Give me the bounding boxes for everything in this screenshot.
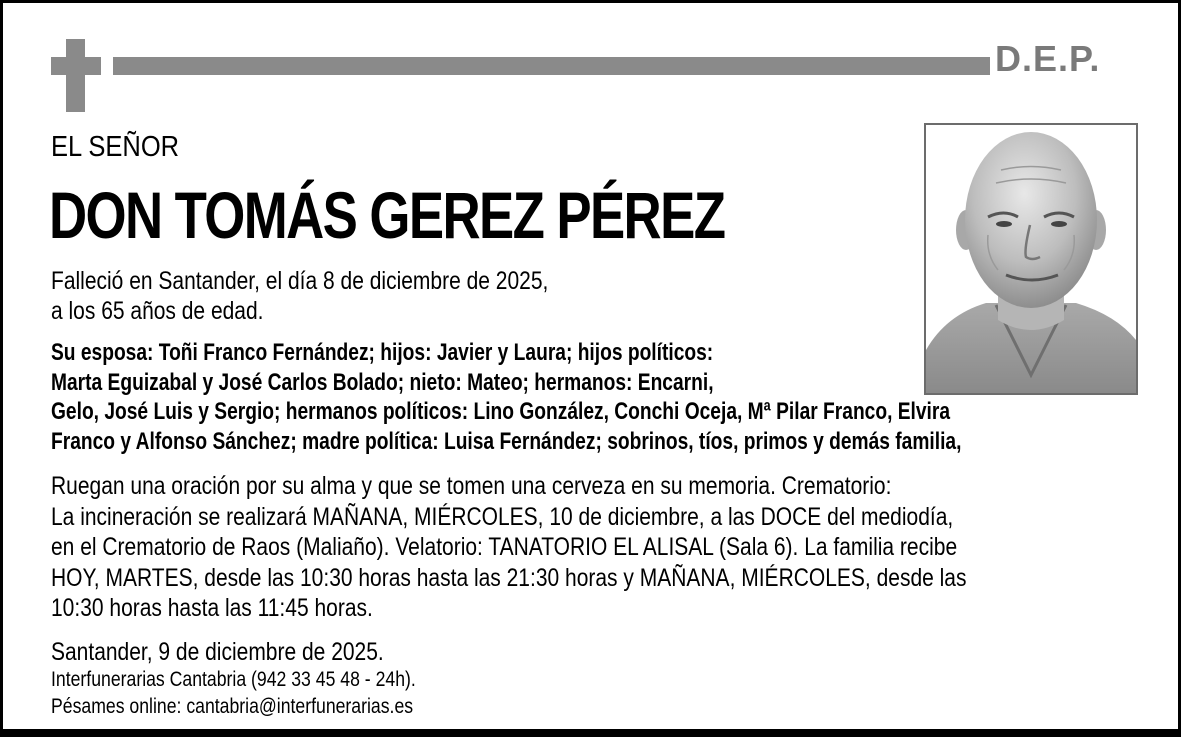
family-list: [51, 338, 961, 456]
intro-line: a los 65 años de edad.: [51, 297, 264, 325]
portrait-image: [926, 125, 1136, 393]
details-line: Ruegan una oración por su alma y que se tomen una cerveza en su memoria. Crematorio:: [51, 472, 892, 500]
header-rule: [113, 57, 990, 75]
details-line: La incineración se realizará MAÑANA, MIÉRCOLES, 10 de diciembre, a las DOCE del mediodía,: [51, 502, 954, 531]
portrait-photo: [924, 123, 1138, 395]
details-line: 10:30 horas hasta las 11:45 horas.: [51, 594, 373, 622]
deceased-name: DON TOMÁS GEREZ PÉREZ: [49, 178, 725, 252]
cross-icon-arm: [51, 57, 101, 75]
funeral-home-contact: Interfunerarias Cantabria (942 33 45 48 - 24h).: [51, 668, 416, 691]
dep-label: D.E.P.: [995, 38, 1101, 79]
family-line: Su esposa: Toñi Franco Fernández; hijos: Javier y Laura; hijos políticos:: [51, 339, 714, 366]
honorific: EL SEÑOR: [51, 131, 180, 163]
death-announcement: [51, 266, 548, 326]
cross-icon: [66, 39, 85, 112]
intro-line: Falleció en Santander, el día 8 de diciembre de 2025,: [51, 267, 549, 295]
family-line: Gelo, José Luis y Sergio; hermanos políticos: Lino González, Conchi Oceja, Mª Pilar Franco, Elvira: [51, 398, 951, 425]
family-line: Marta Eguizabal y José Carlos Bolado; nieto: Mateo; hermanos: Encarni,: [51, 368, 714, 396]
details-line: HOY, MARTES, desde las 10:30 horas hasta las 21:30 horas y MAÑANA, MIÉRCOLES, desde las: [51, 563, 967, 592]
details-line: en el Crematorio de Raos (Maliaño). Velatorio: TANATORIO EL ALISAL (Sala 6). La familia recibe: [51, 533, 958, 561]
family-line: Franco y Alfonso Sánchez; madre política: Luisa Fernández; sobrinos, tíos, primos y demás familia,: [51, 427, 962, 455]
signoff-date: Santander, 9 de diciembre de 2025.: [51, 638, 384, 666]
condolences-email: Pésames online: cantabria@interfunerarias.es: [51, 695, 414, 718]
service-details: [51, 471, 966, 624]
